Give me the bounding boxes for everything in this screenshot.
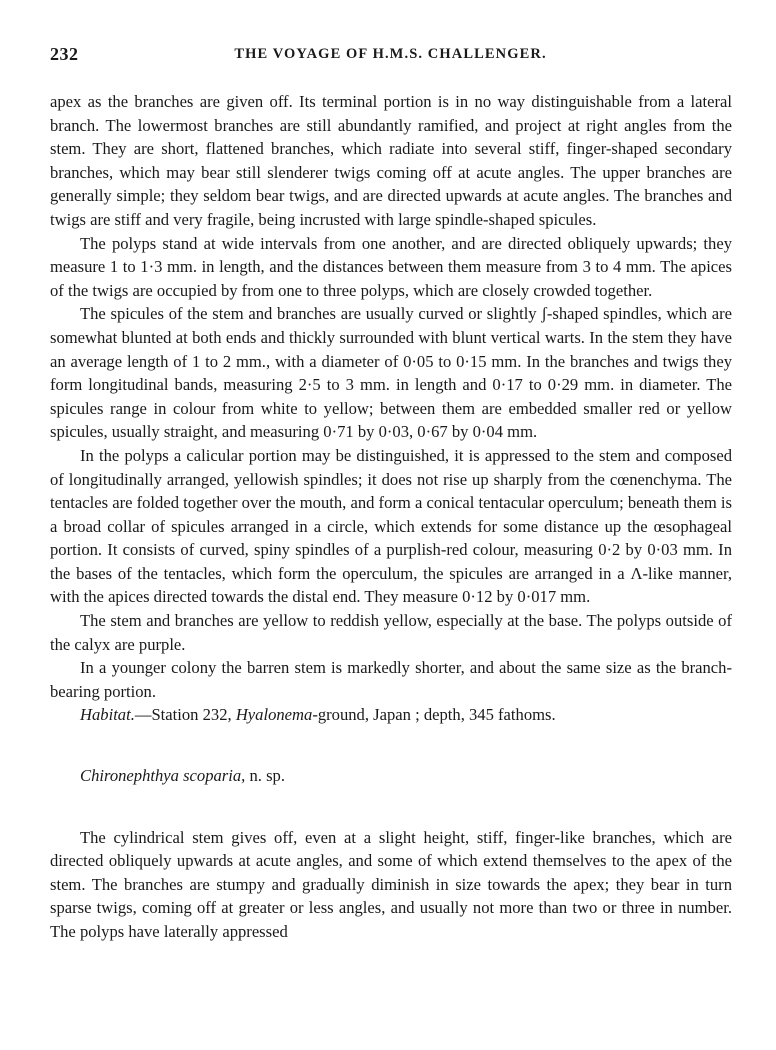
body-text: [50, 90, 732, 944]
species-suffix: , n. sp.: [241, 766, 285, 786]
paragraph-younger-colony: In a younger colony the barren stem is markedly shorter, and about the same size as the branch-bearing portion.: [50, 658, 732, 701]
species-heading: [50, 764, 732, 788]
paragraph-branches: apex as the branches are given off. Its terminal portion is in no way distinguishable from a lateral branch. The lowermost branches are still abundantly ramified, and project at right angles from the stem. They are short, flattened branches, which radiate into several stiff, finger-shaped secondary branches, which may bear still slenderer twigs coming off at acute angles. The upper branches are generally simple; they seldom bear twigs, and are directed upwards at acute angles. The branches and twigs are stiff and very fragile, being incrusted with large spindle-shaped spicules.: [50, 92, 732, 229]
habitat-label: Habitat.: [80, 705, 135, 725]
page-number: 232: [50, 44, 79, 64]
species-name: Chironephthya scoparia: [80, 766, 242, 786]
page-header: [50, 44, 731, 66]
habitat-rest: -ground, Japan ; depth, 345 fathoms.: [312, 705, 556, 725]
habitat-line: [50, 703, 732, 727]
habitat-station: —Station 232,: [134, 705, 236, 725]
habitat-ground-name: Hyalonema: [235, 705, 313, 725]
paragraph-species-description: The cylindrical stem gives off, even at a slight height, stiff, finger-like branches, which are directed obliquely upwards at acute angles, and some of which extend themselves to the apex of the stem. The branches are stumpy and gradually diminish in size towards the apex; they bear in turn sparse twigs, coming off at greater or less angles, and usually not more than two or three in number. The polyps have laterally appressed: [50, 827, 732, 941]
running-title: THE VOYAGE OF H.M.S. CHALLENGER.: [234, 46, 547, 62]
paragraph-colour: The stem and branches are yellow to reddish yellow, especially at the base. The polyps outside of the calyx are purple.: [50, 611, 732, 654]
paragraph-calicular-portion: In the polyps a calicular portion may be distinguished, it is appressed to the stem and composed of longitudinally arranged, yellowish spindles; it does not rise up sharply from the cœnenchyma. The tentacles are folded together over the mouth, and form a conical tentacular operculum; beneath them is a broad collar of spicules arranged in a circle, which extends for some distance up the œsophageal portion. It consists of curved, spiny spindles of a purplish-red colour, measuring 0·2 by 0·03 mm. In the bases of the tentacles, which form the operculum, the spicules are arranged in a Λ-like manner, with the apices directed towards the distal end. They measure 0·12 by 0·017 mm.: [50, 445, 732, 607]
paragraph-spicules: The spicules of the stem and branches are usually curved or slightly ʃ-shaped spindles, which are somewhat blunted at both ends and thickly surrounded with blunt vertical warts. In the stem they have an average length of 1 to 2 mm., with a diameter of 0·05 to 0·15 mm. In the branches and twigs they form longitudinal bands, measuring 2·5 to 3 mm. in length and 0·17 to 0·29 mm. in diameter. The spicules range in colour from white to yellow; between them are embedded smaller red or yellow spicules, usually straight, and measuring 0·71 by 0·03, 0·67 by 0·04 mm.: [50, 304, 732, 442]
paragraph-polyps: The polyps stand at wide intervals from one another, and are directed obliquely upwards; they measure 1 to 1·3 mm. in length, and the distances between them measure from 3 to 4 mm. The apices of the twigs are occupied by from one to three polyps, which are closely crowded together.: [50, 233, 732, 300]
